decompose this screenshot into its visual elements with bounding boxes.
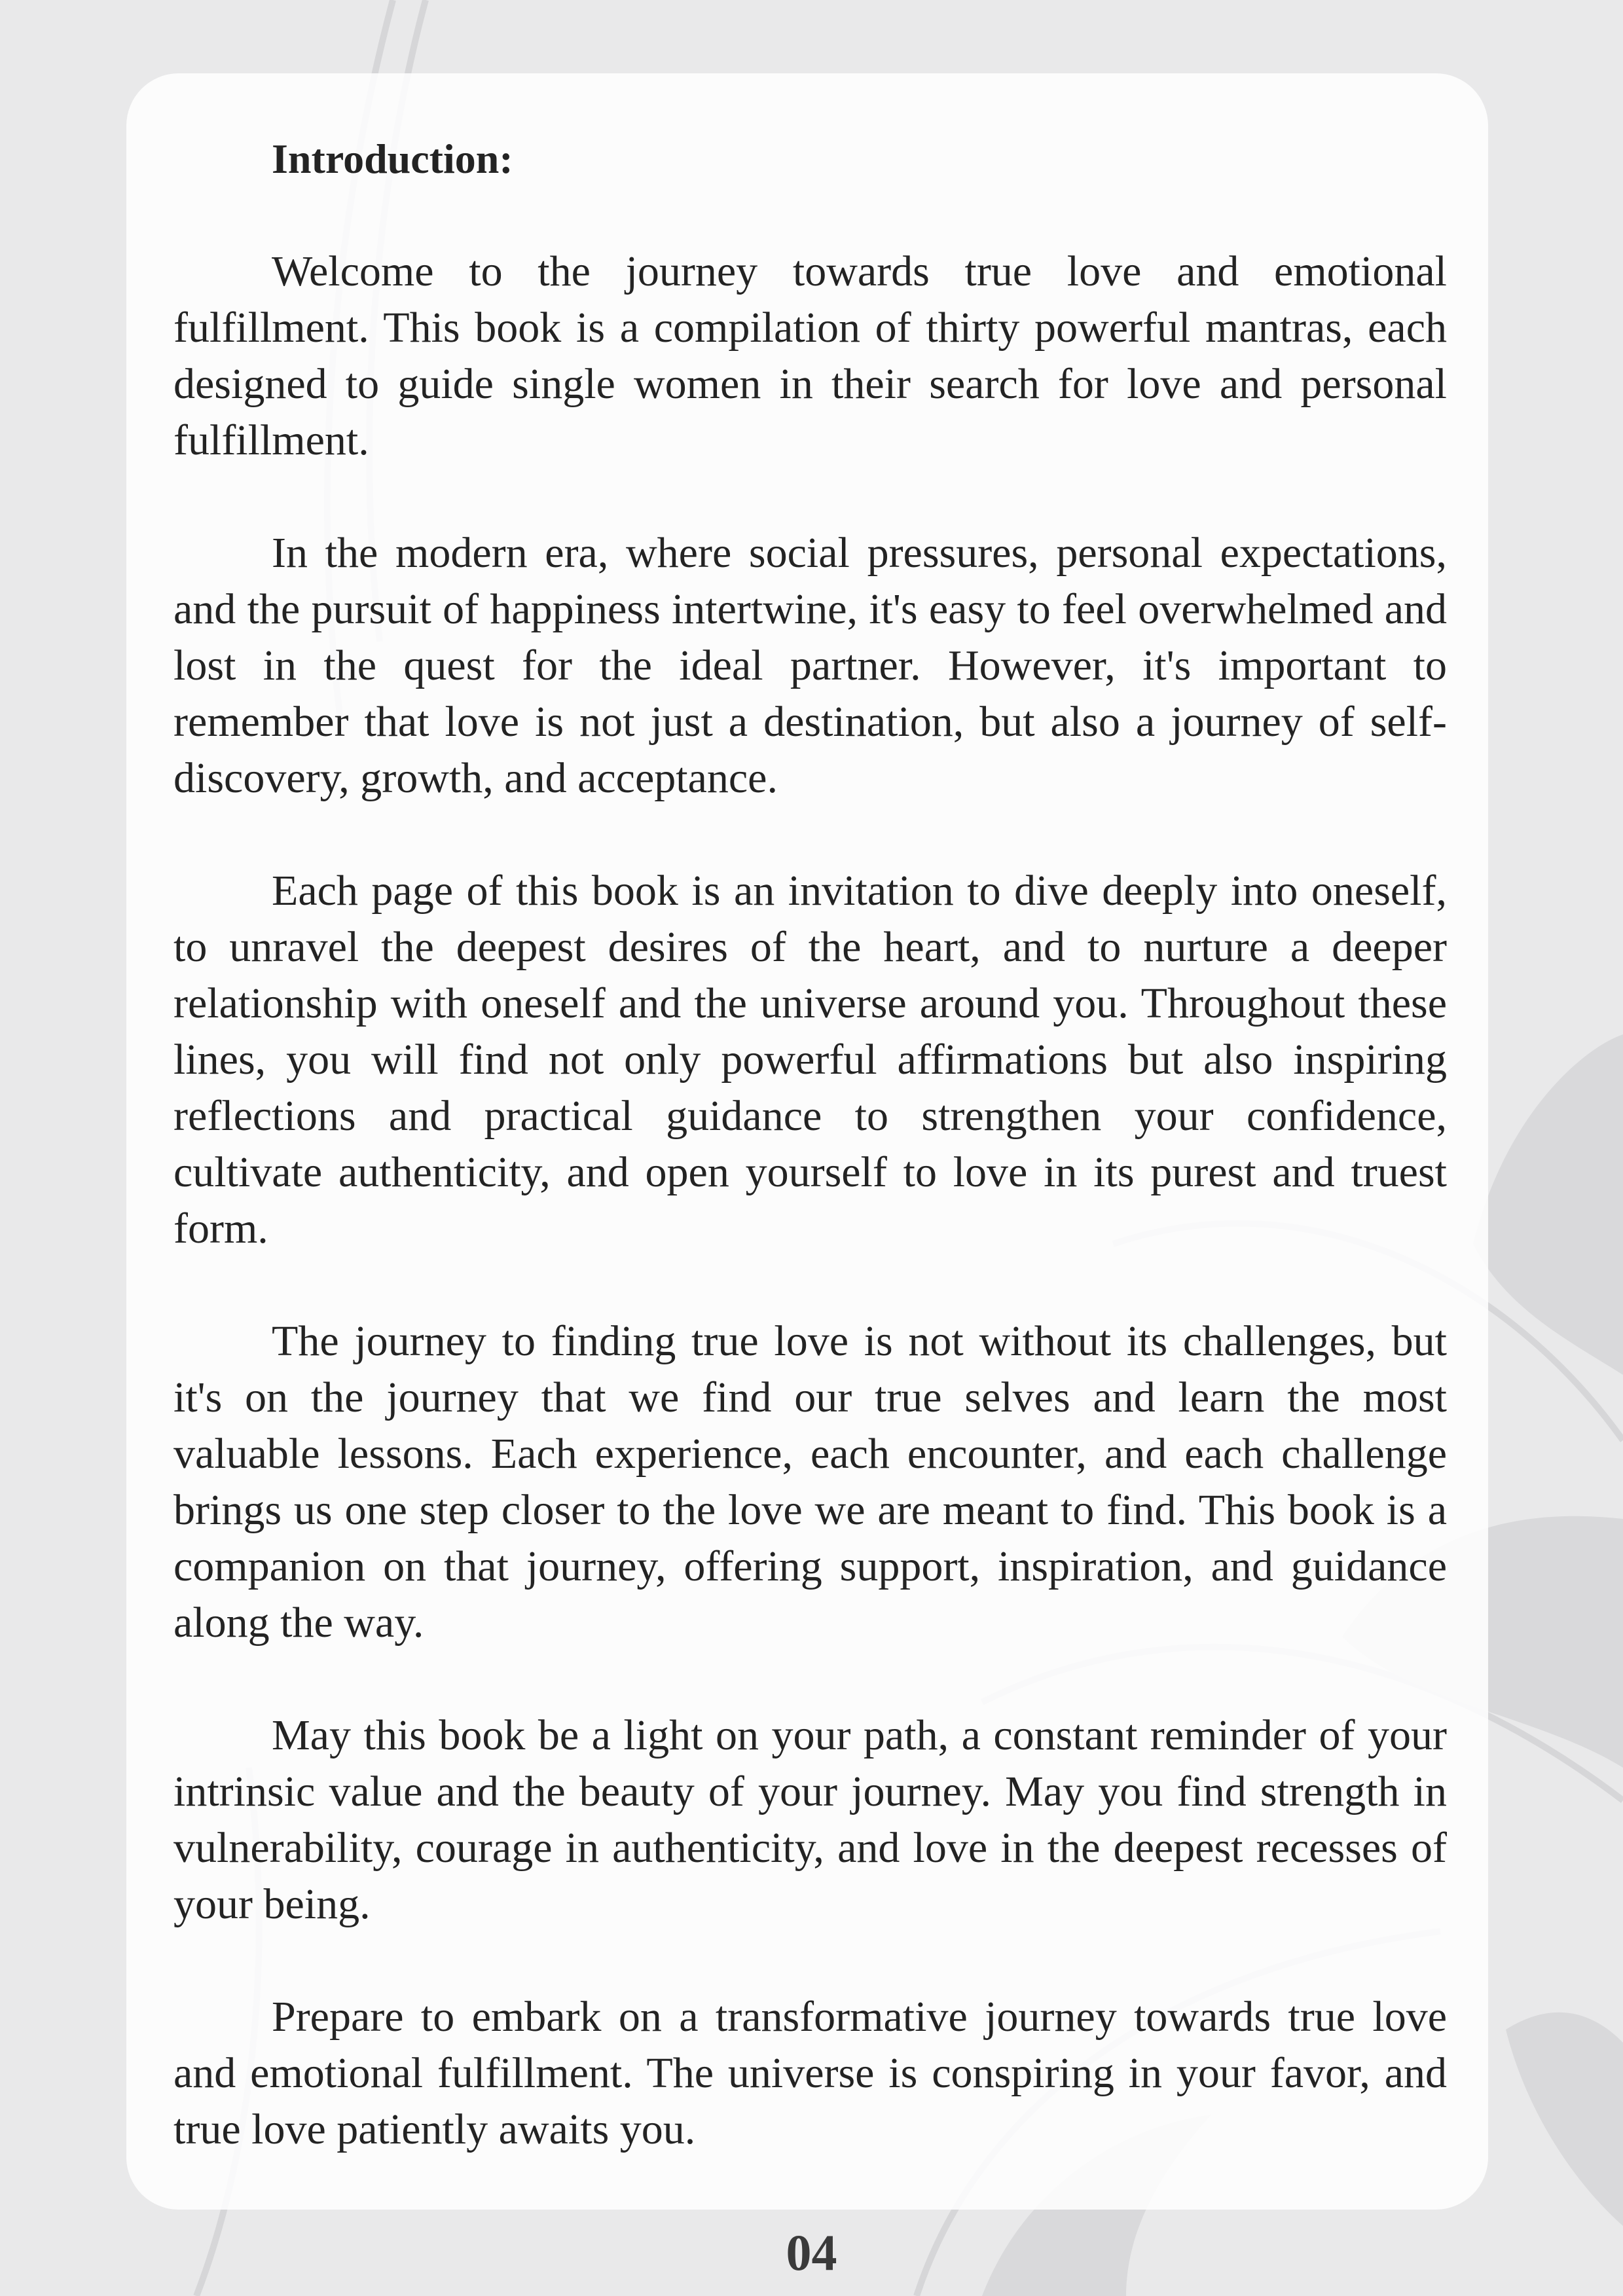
page-number: 04 (786, 2224, 837, 2281)
paragraph-5: May this book be a light on your path, a constant reminder of your intrinsic value and the beauty of your journey. May you find strength in vulnerability, courage in authenticity, and love in the deepest recesses of your being. (173, 1711, 1447, 1928)
paragraph-4: The journey to finding true love is not without its challenges, but it's on the journey that we find our true selves and learn the most valuable lessons. Each experience, each encounter, and each challenge brings us one step closer to the love we are meant to find. This book is a companion on that journey, offering support, inspiration, and guidance along the way. (173, 1317, 1447, 1647)
paragraph-6: Prepare to embark on a transformative journey towards true love and emotional fulfillment. The universe is conspiring in your favor, and true love patiently awaits you. (173, 1993, 1447, 2153)
document-body (173, 131, 1447, 2214)
section-heading: Introduction: (272, 136, 513, 182)
paragraph-3: Each page of this book is an invitation to dive deeply into oneself, to unravel the deepest desires of the heart, and to nurture a deeper relationship with oneself and the universe around you. Throughout these lines, you will find not only powerful affirmations but also inspiring reflections and practical guidance to strengthen your confidence, cultivate authenticity, and open yourself to love in its purest and truest form. (173, 867, 1447, 1252)
paragraph-1: Welcome to the journey towards true love and emotional fulfillment. This book is a compilation of thirty powerful mantras, each designed to guide single women in their search for love and personal fulfillment. (173, 247, 1447, 464)
paragraph-2: In the modern era, where social pressures, personal expectations, and the pursuit of happiness intertwine, it's easy to feel overwhelmed and lost in the quest for the ideal partner. However, it's important to remember that love is not just a destination, but also a journey of self-discovery, growth, and acceptance. (173, 529, 1447, 802)
